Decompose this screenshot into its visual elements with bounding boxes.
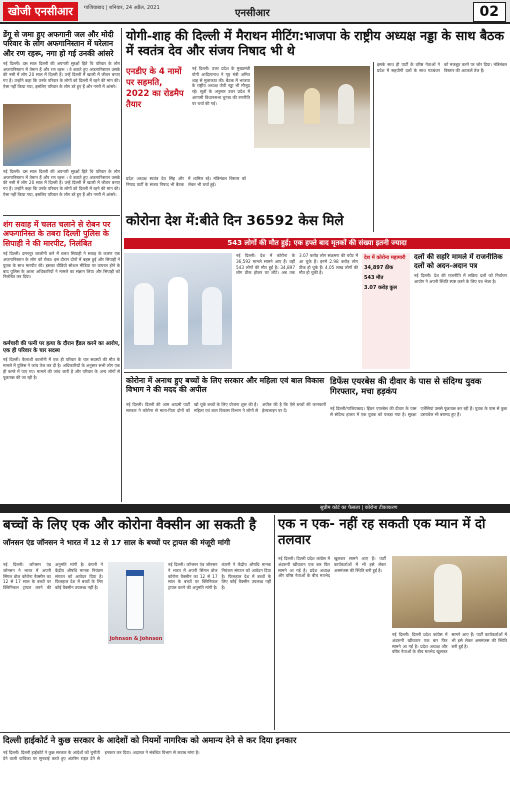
- masthead: [0, 0, 510, 24]
- orphan-children-headline: कोरोना में अनाथ हुए बच्चों के लिए सरकार और महिला एवं बाल विकास विभाग ने की मदद की अपील: [126, 376, 325, 395]
- story-photo: [3, 104, 71, 166]
- highcourt-text: नई दिल्ली। दिल्ली हाईकोर्ट ने कुछ सरकार के आदेशों को चुनौती देने वाली याचिका पर सुनवाई करते हुए अंतरिम राहत देने से इनकार कर दिया। अदालत ने संबंधित विभाग से जवाब मांगा है।: [3, 750, 200, 761]
- airbase-text: नई दिल्ली/गाजियाबाद। हिंडन एयरबेस की दीवार के पास से संदिग्ध हालत में एक युवक को पकड़ा गया है। सुरक्षा एजेंसियां उससे पूछताछ कर रही हैं। युवक के पास से कुछ दस्तावेज भी बरामद हुए हैं।: [330, 406, 507, 417]
- divider: [0, 732, 510, 733]
- vial-icon: [126, 574, 144, 630]
- main-body: [192, 66, 250, 174]
- covid-stats-box: [362, 253, 410, 369]
- covid-body: [236, 253, 358, 369]
- vaccine-headline: बच्चों के लिए एक और कोरोना वैक्सीन आ सकती है: [3, 518, 257, 533]
- story-headline: डेंगू से जमा हुए अफगानी जल और मोदी परिवार के लोग अफगानिस्तान में घरेलान और रण रहरू, नगा हो गई उनकी आंसरे: [3, 30, 114, 58]
- main-sidebar-box: [126, 66, 188, 170]
- column-rule: [274, 515, 275, 730]
- person-figure: [268, 86, 284, 124]
- person-figure: [304, 88, 320, 124]
- divider: [124, 372, 507, 373]
- story-subheadline: कर्मचारी की पत्नी पर हत्या के दौरान हैंडल करने का आरोप, एक ही परिवार के चार सदस्य: [3, 341, 120, 354]
- congress-photo: [392, 556, 507, 628]
- vial-cap-icon: [126, 570, 144, 576]
- divider: [3, 215, 120, 216]
- column-rule: [373, 62, 374, 232]
- highcourt-headline: दिल्ली हाईकोर्ट ने कुछ सरकार के आदेशों को नियमों नागरिक को अमान्य देने से कर दिया इनकार: [3, 735, 297, 745]
- right-body-text: इसके साथ ही पार्टी के वरिष्ठ नेताओं ने प्रदेश में सहयोगी दलों के साथ गठबंधन को मजबूत करने पर जोर दिया। मंत्रिमंडल विस्तार की अटकलें तेज हैं।: [377, 62, 507, 73]
- vaccine-subheadline: जॉनसन एंड जॉनसन ने भारत में 12 से 17 साल के बच्चों पर ट्रायल की मंजूरी मांगी: [3, 538, 231, 547]
- right-box-headline: दलों की सहरि मामले में राजनीतिक दलों को अदन-अदान पत्र: [414, 253, 503, 270]
- orphan-children-body: [126, 402, 326, 500]
- story-headline: शंग सवाह में चलत चलाने से रोबन पर अफगानिस्त के तबरा दिल्ली पुलिस के सिपाही ने की मारपीट, निलंबित: [3, 219, 111, 248]
- vaccine-text: नई दिल्ली। जॉनसन एंड जॉनसन ने भारत में अपनी सिंगल डोज कोरोना वैक्सीन का 12 से 17 साल के बच्चों पर क्लिनिकल ट्रायल करने की अनुमति मांगी है। कंपनी ने केंद्रीय औषधि मानक नियंत्रण संगठन को आवेदन दिया है। फिलहाल देश में बच्चों के लिए कोई वैक्सीन उपलब्ध नहीं है।: [168, 562, 271, 591]
- covid-stat: 3.07 करोड़ कुल: [364, 285, 397, 292]
- column-rule: [121, 28, 122, 502]
- person-figure: [338, 84, 354, 124]
- ppe-worker-figure: [202, 287, 222, 345]
- vaccine-body: [3, 562, 103, 730]
- main-body-text: प्रदेश अध्यक्ष स्वतंत्र देव सिंह और निषाद पार्टी के संजय निषाद भी बैठक में शामिल रहे। मंत्रिमंडल विस्तार को लेकर भी चर्चा हुई।: [126, 176, 246, 187]
- main-headline: योगी-शाह की दिल्ली में मैराथन मीटिंग:भाजपा के राष्ट्रीय अध्यक्ष नड्डा के साथ बैठक में स्वतंत्र देव और संजय निषाद भी थे: [126, 28, 504, 59]
- ppe-worker-figure: [134, 283, 154, 345]
- page-number: 02: [473, 2, 506, 22]
- congress-body: [278, 556, 386, 728]
- story-body: नई दिल्ली। दस साल दिल्ली की अपनारी सुरक्षों हिते थि परिवार के लोग अफगानिस्तान में तेमान हैं और रण रहरू । वे बताते हुए अफगानिस्तान उसके की नसी में लोग 20 साल में दिल्ली हैं। उन्हें दिल्ली में खतरी में जीवन बनाए गए हैं। उन्होंने कहा कि उनके परिवार के लोगों को दिल्ली में रहने की मांग की। ऐसा नहीं किया गया, इसलिए परिवार के लोग डरे हुए हैं और नगरी में आंसरे।: [3, 60, 120, 89]
- right-box-body: नई दिल्ली। देश की राजनीति में सक्रिय दलों को निर्वाचन आयोग ने अपनी स्थिति स्पष्ट करने के लिए पत्र भेजा है।: [414, 273, 507, 284]
- right-column: [377, 62, 507, 236]
- meeting-photo: [254, 66, 370, 148]
- section-strip: सुप्रीम कोर्ट का फैसला | कोरोना टीकाकरण: [0, 504, 510, 513]
- right-box: [414, 253, 507, 369]
- newspaper-logo: खोजी एनसीआर: [3, 2, 78, 21]
- dateline: गाजियाबाद | शनिवार, 24 अप्रैल, 2021: [84, 5, 160, 11]
- congress-body-right: [392, 632, 507, 728]
- vaccine-photo: [108, 562, 164, 644]
- congress-text: नई दिल्ली। दिल्ली प्रदेश कांग्रेस में अंदरूनी खींचतान एक बार फिर सामने आ गई है। प्रदेश अध्यक्ष और वरिष्ठ नेताओं के बीच मतभेद खुलकर सामने आए हैं। पार्टी कार्यकर्ताओं में भी इसे लेकर असमंजस की स्थिति बनी हुई है।: [278, 556, 386, 579]
- story-body: नई दिल्ली। दमनपुर कालोनी कने में चलत सिपाही ने सवाह के कारण एक अफगानिस्तान के लोग को रोका। इस दौरान दोनों में बहस हुई और सिपाही ने युवक के साथ मारपीट की। इसका वीडियो सोशल मीडिया पर वायरल होने के बाद पुलिस के आला अधिकारियों ने मामले का संज्ञान लिया और सिपाही को निलंबित कर दिया।: [3, 251, 120, 280]
- covid-stats-label: देश में कोरोना महामारी: [364, 255, 406, 261]
- congress-text: नई दिल्ली। दिल्ली प्रदेश कांग्रेस में अंदरूनी खींचतान एक बार फिर सामने आ गई है। प्रदेश अध्यक्ष और वरिष्ठ नेताओं के बीच मतभेद खुलकर सामने आए हैं। पार्टी कार्यकर्ताओं में भी इसे लेकर असमंजस की स्थिति बनी हुई है।: [392, 632, 507, 655]
- orphan-children-text: नई दिल्ली। दिल्ली की आम आदमी पार्टी सरकार ने कोरोना से माता-पिता दोनों को खो चुके बच्चों के लिए योजना शुरू की है। महिला एवं बाल विकास विभाग ने लोगों से अपील की है कि ऐसे बच्चों की जानकारी हेल्पलाइन पर दें।: [126, 402, 326, 413]
- airbase-headline: डिफेंस एयरबेस की दीवार के पास से संदिग्ध युवक गिरफ्तार, मचा हड़कंप: [330, 376, 482, 397]
- covid-body-text: नई दिल्ली। देश में कोरोना के 36,592 मामले सामने आए हैं। वहीं 543 लोगों की मौत हुई है। 34,897 लोग ठीक होकर घर लौटे। अब तक 3.07 करोड़ लोग संक्रमण की चपेट में आ चुके हैं। इनमें 2.98 करोड़ लोग ठीक हो चुके हैं। 4.05 लाख लोगों की मौत हो चुकी है।: [236, 253, 358, 276]
- airbase-body: [330, 406, 507, 500]
- vaccine-text: नई दिल्ली। जॉनसन एंड जॉनसन ने भारत में अपनी सिंगल डोज कोरोना वैक्सीन का 12 से 17 साल के बच्चों पर क्लिनिकल ट्रायल करने की अनुमति मांगी है। कंपनी ने केंद्रीय औषधि मानक नियंत्रण संगठन को आवेदन दिया है। फिलहाल देश में बच्चों के लिए कोई वैक्सीन उपलब्ध नहीं है।: [3, 562, 103, 591]
- highcourt-body: [3, 750, 507, 798]
- covid-headline: कोरोना देश में:बीते दिन 36592 केस मिले: [126, 213, 344, 229]
- ppe-worker-figure: [168, 277, 188, 345]
- covid-strip: 543 लोगों की मौत हुई; एक हफ्ते बाद मृतकों की संख्या इतनी ज्यादा: [124, 238, 510, 249]
- vaccine-photo-caption: Johnson & Johnson: [109, 636, 163, 642]
- story-body: नई दिल्ली। कैलाशी कालोनी में एक ही परिवार के चार सदस्यों की मौत के मामले में पुलिस ने जांच तेज कर दी है। अधिकारियों के अनुसार सभी लोग एक ही कमरे में पाए गए। मामले की जांच जारी है और परिवार के अन्य लोगों से पूछताछ की जा रही है।: [3, 357, 120, 380]
- covid-photo: [124, 253, 232, 369]
- covid-stat: 34,897 ठीक: [364, 265, 394, 272]
- vaccine-body-right: [168, 562, 271, 730]
- left-column: [3, 30, 120, 500]
- covid-stat: 543 मौत: [364, 275, 384, 282]
- main-sidebar-text: एनडीए के 4 नामों पर सहमति, 2022 का रोडमैप तैयार: [126, 66, 184, 109]
- main-body-text: नई दिल्ली। उत्तर प्रदेश के मुख्यमंत्री योगी आदित्यनाथ ने गृह मंत्री अमित शाह से मुलाकात की। बैठक में भाजपा के राष्ट्रीय अध्यक्ष जेपी नड्डा भी मौजूद रहे। सूत्रों के अनुसार उत्तर प्रदेश में आगामी विधानसभा चुनाव की रणनीति पर चर्चा की गई।: [192, 66, 250, 106]
- section-name: एनसीआर: [235, 8, 270, 19]
- person-figure: [434, 564, 462, 622]
- congress-headline: एक न एक- नहीं रह सकती एक म्यान में दो तलवार: [278, 517, 486, 548]
- story-body-continued: नई दिल्ली। दस साल दिल्ली की अपनारी सुरक्षों हिते थि परिवार के लोग अफगानिस्तान में तेमान हैं और रण रहरू । वे बताते हुए अफगानिस्तान उसके की नसी में लोग 20 साल में दिल्ली हैं। उन्हें दिल्ली में खतरी में जीवन बनाए गए हैं। उन्होंने कहा कि उनके परिवार के लोगों को दिल्ली में रहने की मांग की। ऐसा नहीं किया गया, इसलिए परिवार के लोग डरे हुए हैं और नगरी में आंसरे।: [3, 168, 120, 197]
